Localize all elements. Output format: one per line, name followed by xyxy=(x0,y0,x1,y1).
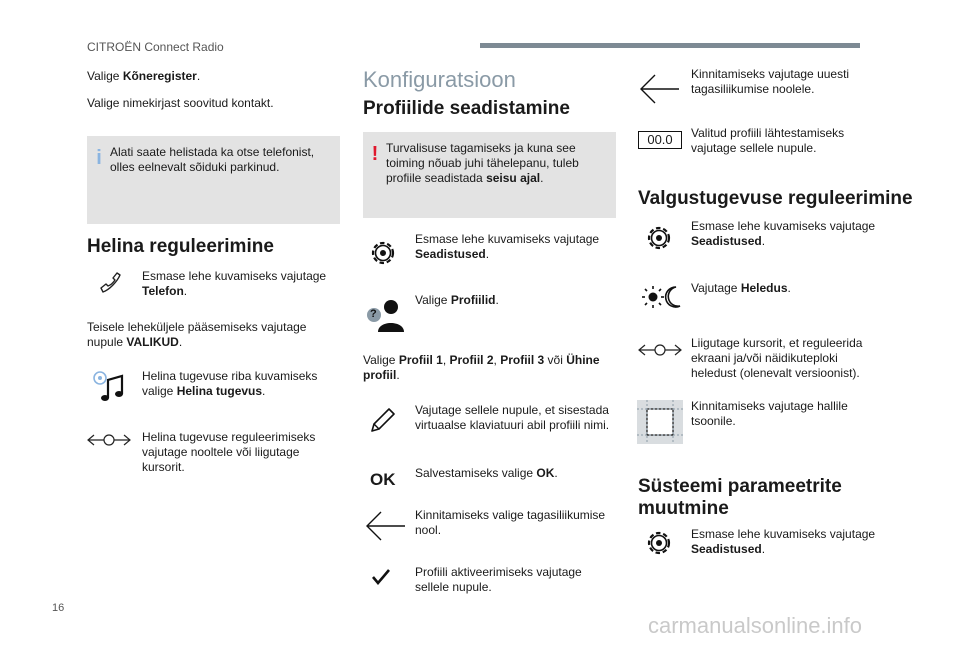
brightness-step1: Esmase lehe kuvamiseks vajutage Seadistused. xyxy=(691,219,876,248)
brightness-step2: Vajutage Heledus. xyxy=(691,281,791,295)
warning-note-text: Turvalisuse tagamiseks ja kuna see toiming nõuab juhi tähelepanu, tuleb profiile seadistada seisu ajal. xyxy=(386,141,579,185)
ringtone-step2: Teisele leheküljele pääsemiseks vajutage nupule VALIKUD. xyxy=(87,320,307,349)
info-mark: i xyxy=(96,147,102,169)
settings-gear-icon-3 xyxy=(642,527,676,559)
brightness-step4: Kinnitamiseks vajutage hallile tsoonile. xyxy=(691,399,848,428)
profile-step1: Esmase lehe kuvamiseks vajutage Seadistused. xyxy=(415,232,600,261)
profile-select-text: Valige Profiil 1, Profiil 2, Profiil 3 või Ühine profiil. xyxy=(363,353,600,382)
heading-system-parameters: Süsteemi parameetrite muutmine xyxy=(638,476,842,519)
slider-icon xyxy=(86,430,132,450)
profile-step2: Valige Profiilid. xyxy=(415,293,499,307)
confirm-back-text: Kinnitamiseks vajutage uuesti tagasiliikumise noolele. xyxy=(691,67,850,96)
section-title-configuration: Konfiguratsioon xyxy=(363,67,516,92)
profile-step6: Profiili aktiveerimiseks vajutage sellele nupule. xyxy=(415,565,582,594)
ringtone-step1: Esmase lehe kuvamiseks vajutage Telefon. xyxy=(142,269,327,298)
phone-icon xyxy=(96,270,126,296)
profile-step5: Kinnitamiseks valige tagasiliikumise nool. xyxy=(415,508,606,537)
reset-profile-text: Valitud profiili lähtestamiseks vajutage sellele nupule. xyxy=(691,126,845,155)
brightness-step3: Liigutage kursorit, et reguleerida ekraani ja/või näidikuteploki heledust (olenevalt versioonist). xyxy=(691,336,863,380)
heading-profiles: Profiilide seadistamine xyxy=(363,98,570,119)
settings-music-icon xyxy=(88,368,130,404)
settings-gear-icon xyxy=(366,237,400,269)
warning-note xyxy=(363,132,616,218)
ok-icon: OK xyxy=(370,470,396,489)
pencil-icon xyxy=(366,403,400,437)
back-arrow-icon xyxy=(362,509,408,543)
info-note xyxy=(87,136,340,224)
watermark: carmanualsonline.info xyxy=(648,613,863,638)
header-bar xyxy=(480,43,860,48)
warning-mark: ! xyxy=(371,143,379,165)
back-arrow-icon-2 xyxy=(636,72,682,106)
grey-zone-icon xyxy=(637,400,683,444)
heading-ringtone: Helina reguleerimine xyxy=(87,236,274,257)
reset-profile-icon: 00.0 xyxy=(638,131,682,149)
profile-user-icon xyxy=(365,298,407,334)
checkmark-icon xyxy=(368,566,394,588)
heading-brightness: Valgustugevuse reguleerimine xyxy=(638,188,913,209)
ringtone-step4: Helina tugevuse reguleerimiseks vajutage nooltele või liigutage kursorit. xyxy=(142,430,316,474)
settings-gear-icon-2 xyxy=(642,222,676,254)
brightness-sun-moon-icon xyxy=(640,284,684,310)
system-step1: Esmase lehe kuvamiseks vajutage Seadistused. xyxy=(691,527,876,556)
page-number: 16 xyxy=(52,602,65,614)
slider-icon-2 xyxy=(637,340,683,360)
select-contact-text: Valige nimekirjast soovitud kontakt. xyxy=(87,96,274,110)
profile-step3: Vajutage sellele nupule, et sisestada virtuaalse klaviatuuri abil profiili nimi. xyxy=(415,403,610,432)
ringtone-step3: Helina tugevuse riba kuvamiseks valige Helina tugevus. xyxy=(142,369,318,398)
intro-select-call-log: Valige Kõneregister. xyxy=(87,69,201,83)
profile-icon-question-mark: ? xyxy=(370,308,377,320)
running-header: CITROËN Connect Radio xyxy=(87,40,224,54)
info-note-text: Alati saate helistada ka otse telefonist, olles eelnevalt sõiduki parkinud. xyxy=(110,145,315,174)
profile-step4: Salvestamiseks valige OK. xyxy=(415,466,558,480)
